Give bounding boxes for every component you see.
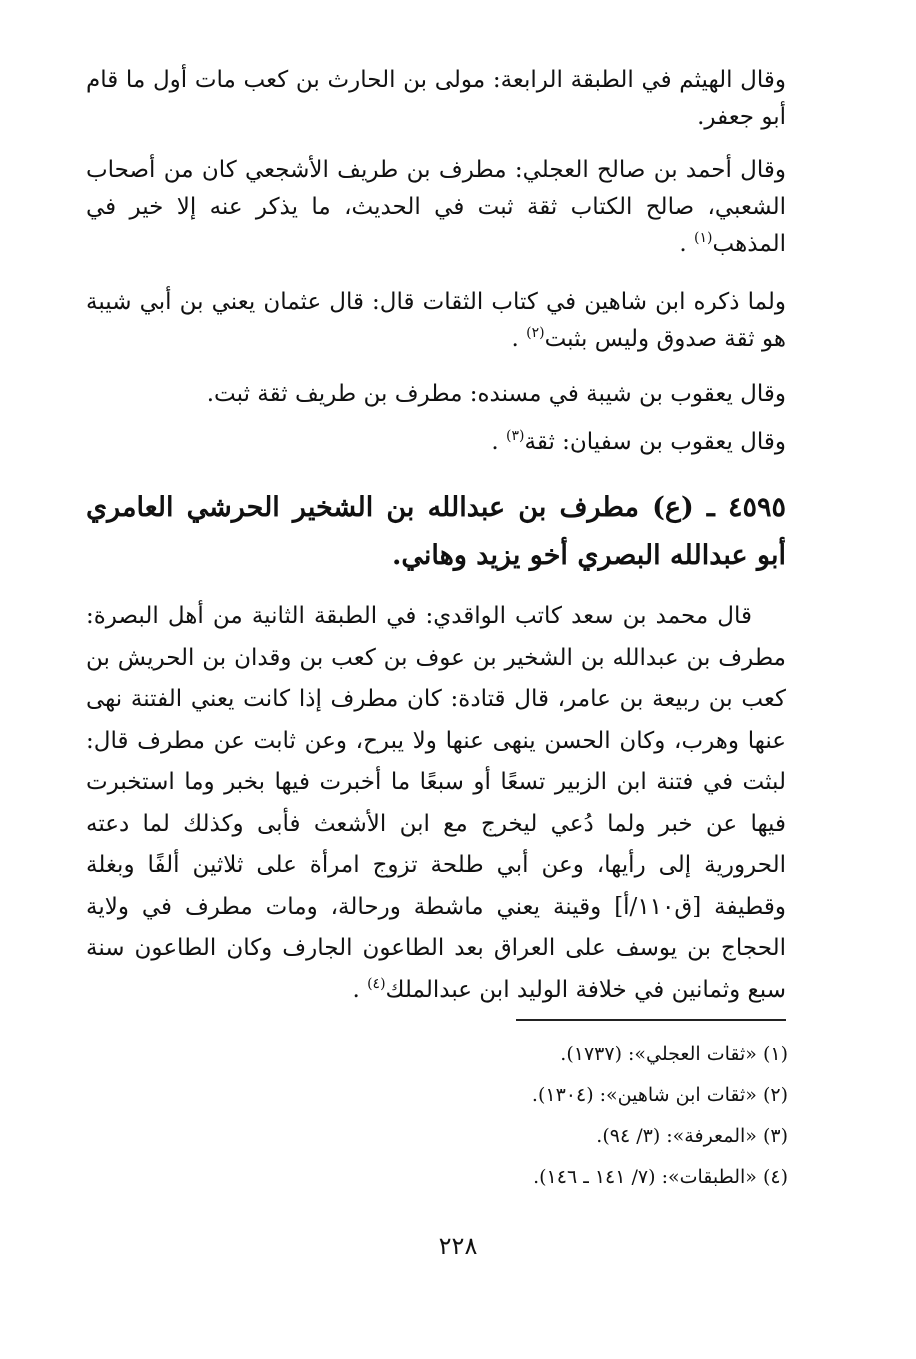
paragraph-end: . [511, 326, 527, 352]
footnote-4: (٤) «الطبقات»: (٧/ ١٤١ ـ ١٤٦). [533, 1166, 788, 1188]
paragraph-yaqub-sufyan [86, 424, 786, 461]
paragraph-text: وقال يعقوب بن سفيان: ثقة [524, 429, 786, 455]
entry-heading: ٤٥٩٥ ـ (ع) مطرف بن عبدالله بن الشخير الحرشي العامري أبو عبدالله البصري أخو يزيد وهاني. [86, 492, 786, 571]
paragraph-text: ولما ذكره ابن شاهين في كتاب الثقات قال: قال عثمان يعني بن أبي شيبة هو ثقة صدوق وليس بثبت [86, 289, 786, 352]
paragraph-haytham [86, 62, 786, 136]
paragraph-ibn-shahin [86, 284, 786, 358]
footnote-divider [516, 1019, 786, 1021]
footnotes-list [88, 1034, 788, 1198]
footnote-ref-1[interactable]: (١) [694, 230, 713, 246]
footnote-2: (٢) «ثقات ابن شاهين»: (١٣٠٤). [531, 1084, 788, 1106]
footnote-ref-4[interactable]: (٤) [367, 975, 386, 992]
paragraph-text: وقال يعقوب بن شيبة في مسنده: مطرف بن طريف ثقة ثبت. [206, 381, 786, 407]
paragraph-end: . [352, 976, 368, 1003]
footnote-ref-3[interactable]: (٣) [506, 428, 525, 444]
paragraph-end: . [679, 231, 695, 257]
entry-body-text: قال محمد بن سعد كاتب الواقدي: في الطبقة الثانية من أهل البصرة: مطرف بن عبدالله بن الشخير بن عوف بن كعب بن وقدان بن الحريش بن كعب بن ربيعة بن عامر، قال قتادة: كان مطرف إذا كانت يعني الفتنة نهى عنها وهرب، وكان الحسن ينهى عنها ولا يبرح، وعن ثابت عن مطرف قال: لبثت في فتنة ابن الزبير تسعًا أو سبعًا ما أخبرت فيها بخبر وما استخبرت فيها عن خبر ولما دُعي ليخرج مع ابن الأشعث فأبى وكذلك لما دعته الحرورية إلى رأيها، وعن أبي طلحة تزوج امرأة على ثلاثين ألفًا وبغلة وقطيفة [ق١١٠/أ] وقينة يعني ماشطة ورحالة، ومات مطرف في ولاية الحجاج بن يوسف على العراق بعد الطاعون الجارف وكان الطاعون سنة سبع وثمانين في خلافة الوليد ابن عبدالملك [86, 603, 786, 1003]
footnote-1: (١) «ثقات العجلي»: (١٧٣٧). [560, 1043, 788, 1065]
page-number: ٢٢٨ [438, 1232, 478, 1260]
paragraph-text: وقال الهيثم في الطبقة الرابعة: مولى بن الحارث بن كعب مات أول ما قام أبو جعفر. [86, 67, 786, 130]
paragraph-text: وقال أحمد بن صالح العجلي: مطرف بن طريف الأشجعي كان من أصحاب الشعبي، صالح الكتاب ثقة ثبت في الحديث، ما يذكر عنه إلا خير في المذهب [86, 157, 786, 257]
footnote-ref-2[interactable]: (٢) [526, 325, 545, 341]
entry-body [86, 596, 786, 1011]
footnote-3: (٣) «المعرفة»: (٣/ ٩٤). [596, 1125, 788, 1147]
paragraph-ijli [86, 152, 786, 263]
paragraph-yaqub-shayba [86, 376, 786, 413]
paragraph-end: . [491, 429, 507, 455]
